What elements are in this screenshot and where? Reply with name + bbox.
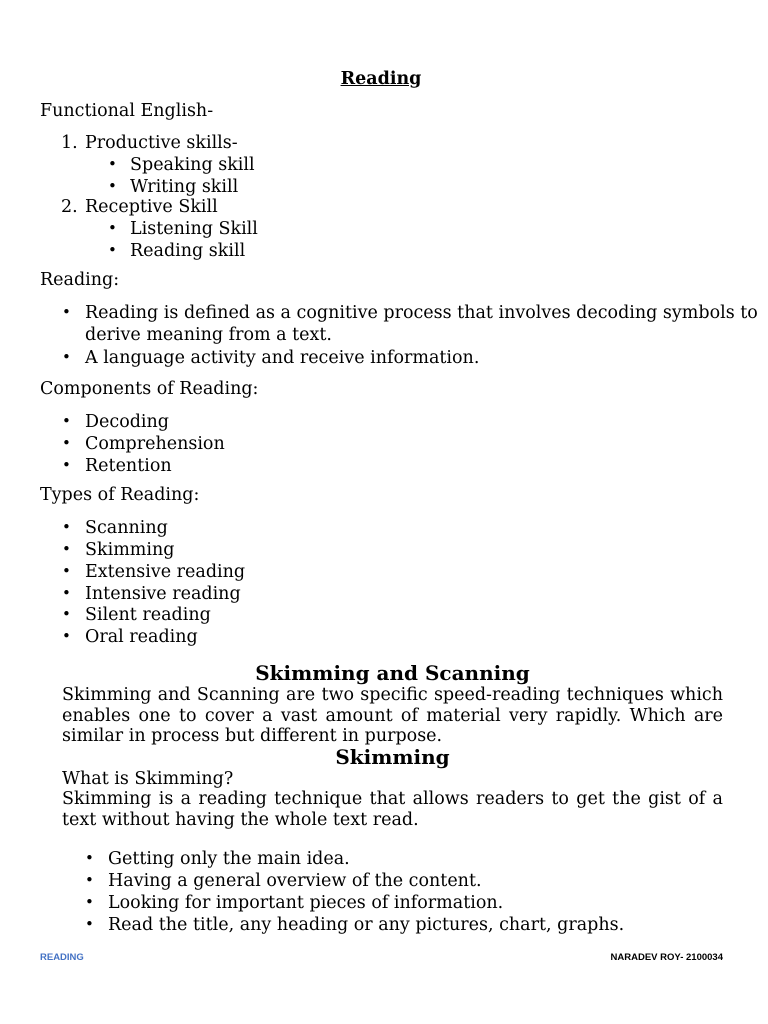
reading-heading: Reading: bbox=[40, 270, 120, 290]
bullet-icon: • bbox=[62, 605, 71, 623]
list-item-continuation: derive meaning from a text. bbox=[85, 325, 332, 345]
page-title: Reading bbox=[340, 69, 422, 89]
functional-english-label: Functional English- bbox=[40, 101, 214, 121]
list-item: Speaking skill bbox=[130, 155, 255, 175]
list-item: Reading skill bbox=[130, 241, 246, 261]
productive-skills-label: Productive skills- bbox=[85, 133, 238, 153]
components-heading: Components of Reading: bbox=[40, 379, 259, 399]
skimming-question: What is Skimming? bbox=[62, 769, 234, 789]
list-item: Read the title, any heading or any pictures, chart, graphs. bbox=[108, 915, 625, 935]
list-item: Skimming bbox=[85, 540, 175, 560]
list-item: A language activity and receive information. bbox=[85, 348, 480, 368]
receptive-skill-label: Receptive Skill bbox=[85, 197, 218, 217]
bullet-icon: • bbox=[62, 456, 71, 474]
list-item: Listening Skill bbox=[130, 219, 258, 239]
bullet-icon: • bbox=[108, 177, 117, 195]
skimming-scanning-paragraph: Skimming and Scanning are two specific speed-reading techniques which enables one to cover a vast amount of material very rapidly. Which are similar in process but different in purpose. bbox=[62, 685, 723, 746]
section-heading-skimming-scanning: Skimming and Scanning bbox=[255, 661, 530, 685]
bullet-icon: • bbox=[62, 540, 71, 558]
section-heading-skimming: Skimming bbox=[335, 745, 450, 769]
list-item: Extensive reading bbox=[85, 562, 246, 582]
bullet-icon: • bbox=[108, 155, 117, 173]
list-item: Retention bbox=[85, 456, 172, 476]
list-item: Silent reading bbox=[85, 605, 211, 625]
list-item: Scanning bbox=[85, 518, 168, 538]
footer-left-label: READING bbox=[40, 952, 84, 963]
bullet-icon: • bbox=[62, 412, 71, 430]
list-item: Having a general overview of the content. bbox=[108, 871, 482, 891]
bullet-icon: • bbox=[108, 219, 117, 237]
bullet-icon: • bbox=[62, 348, 71, 366]
bullet-icon: • bbox=[85, 849, 94, 867]
list-item: Looking for important pieces of information. bbox=[108, 893, 504, 913]
list-item: Decoding bbox=[85, 412, 169, 432]
bullet-icon: • bbox=[62, 584, 71, 602]
bullet-icon: • bbox=[62, 518, 71, 536]
list-item: Writing skill bbox=[130, 177, 239, 197]
bullet-icon: • bbox=[85, 871, 94, 889]
list-item: Comprehension bbox=[85, 434, 225, 454]
bullet-icon: • bbox=[85, 893, 94, 911]
bullet-icon: • bbox=[62, 434, 71, 452]
bullet-icon: • bbox=[85, 915, 94, 933]
bullet-icon: • bbox=[108, 241, 117, 259]
list-number: 1. bbox=[61, 133, 78, 153]
list-item: Intensive reading bbox=[85, 584, 241, 604]
list-item: Reading is defined as a cognitive process that involves decoding symbols to bbox=[85, 303, 758, 323]
footer-author-label: NARADEV ROY- 2100034 bbox=[610, 952, 723, 963]
list-number: 2. bbox=[61, 197, 78, 217]
bullet-icon: • bbox=[62, 627, 71, 645]
bullet-icon: • bbox=[62, 562, 71, 580]
skimming-paragraph: Skimming is a reading technique that allows readers to get the gist of a text without having the whole text read. bbox=[62, 789, 723, 830]
types-heading: Types of Reading: bbox=[40, 485, 200, 505]
list-item: Getting only the main idea. bbox=[108, 849, 350, 869]
bullet-icon: • bbox=[62, 303, 71, 321]
list-item: Oral reading bbox=[85, 627, 198, 647]
